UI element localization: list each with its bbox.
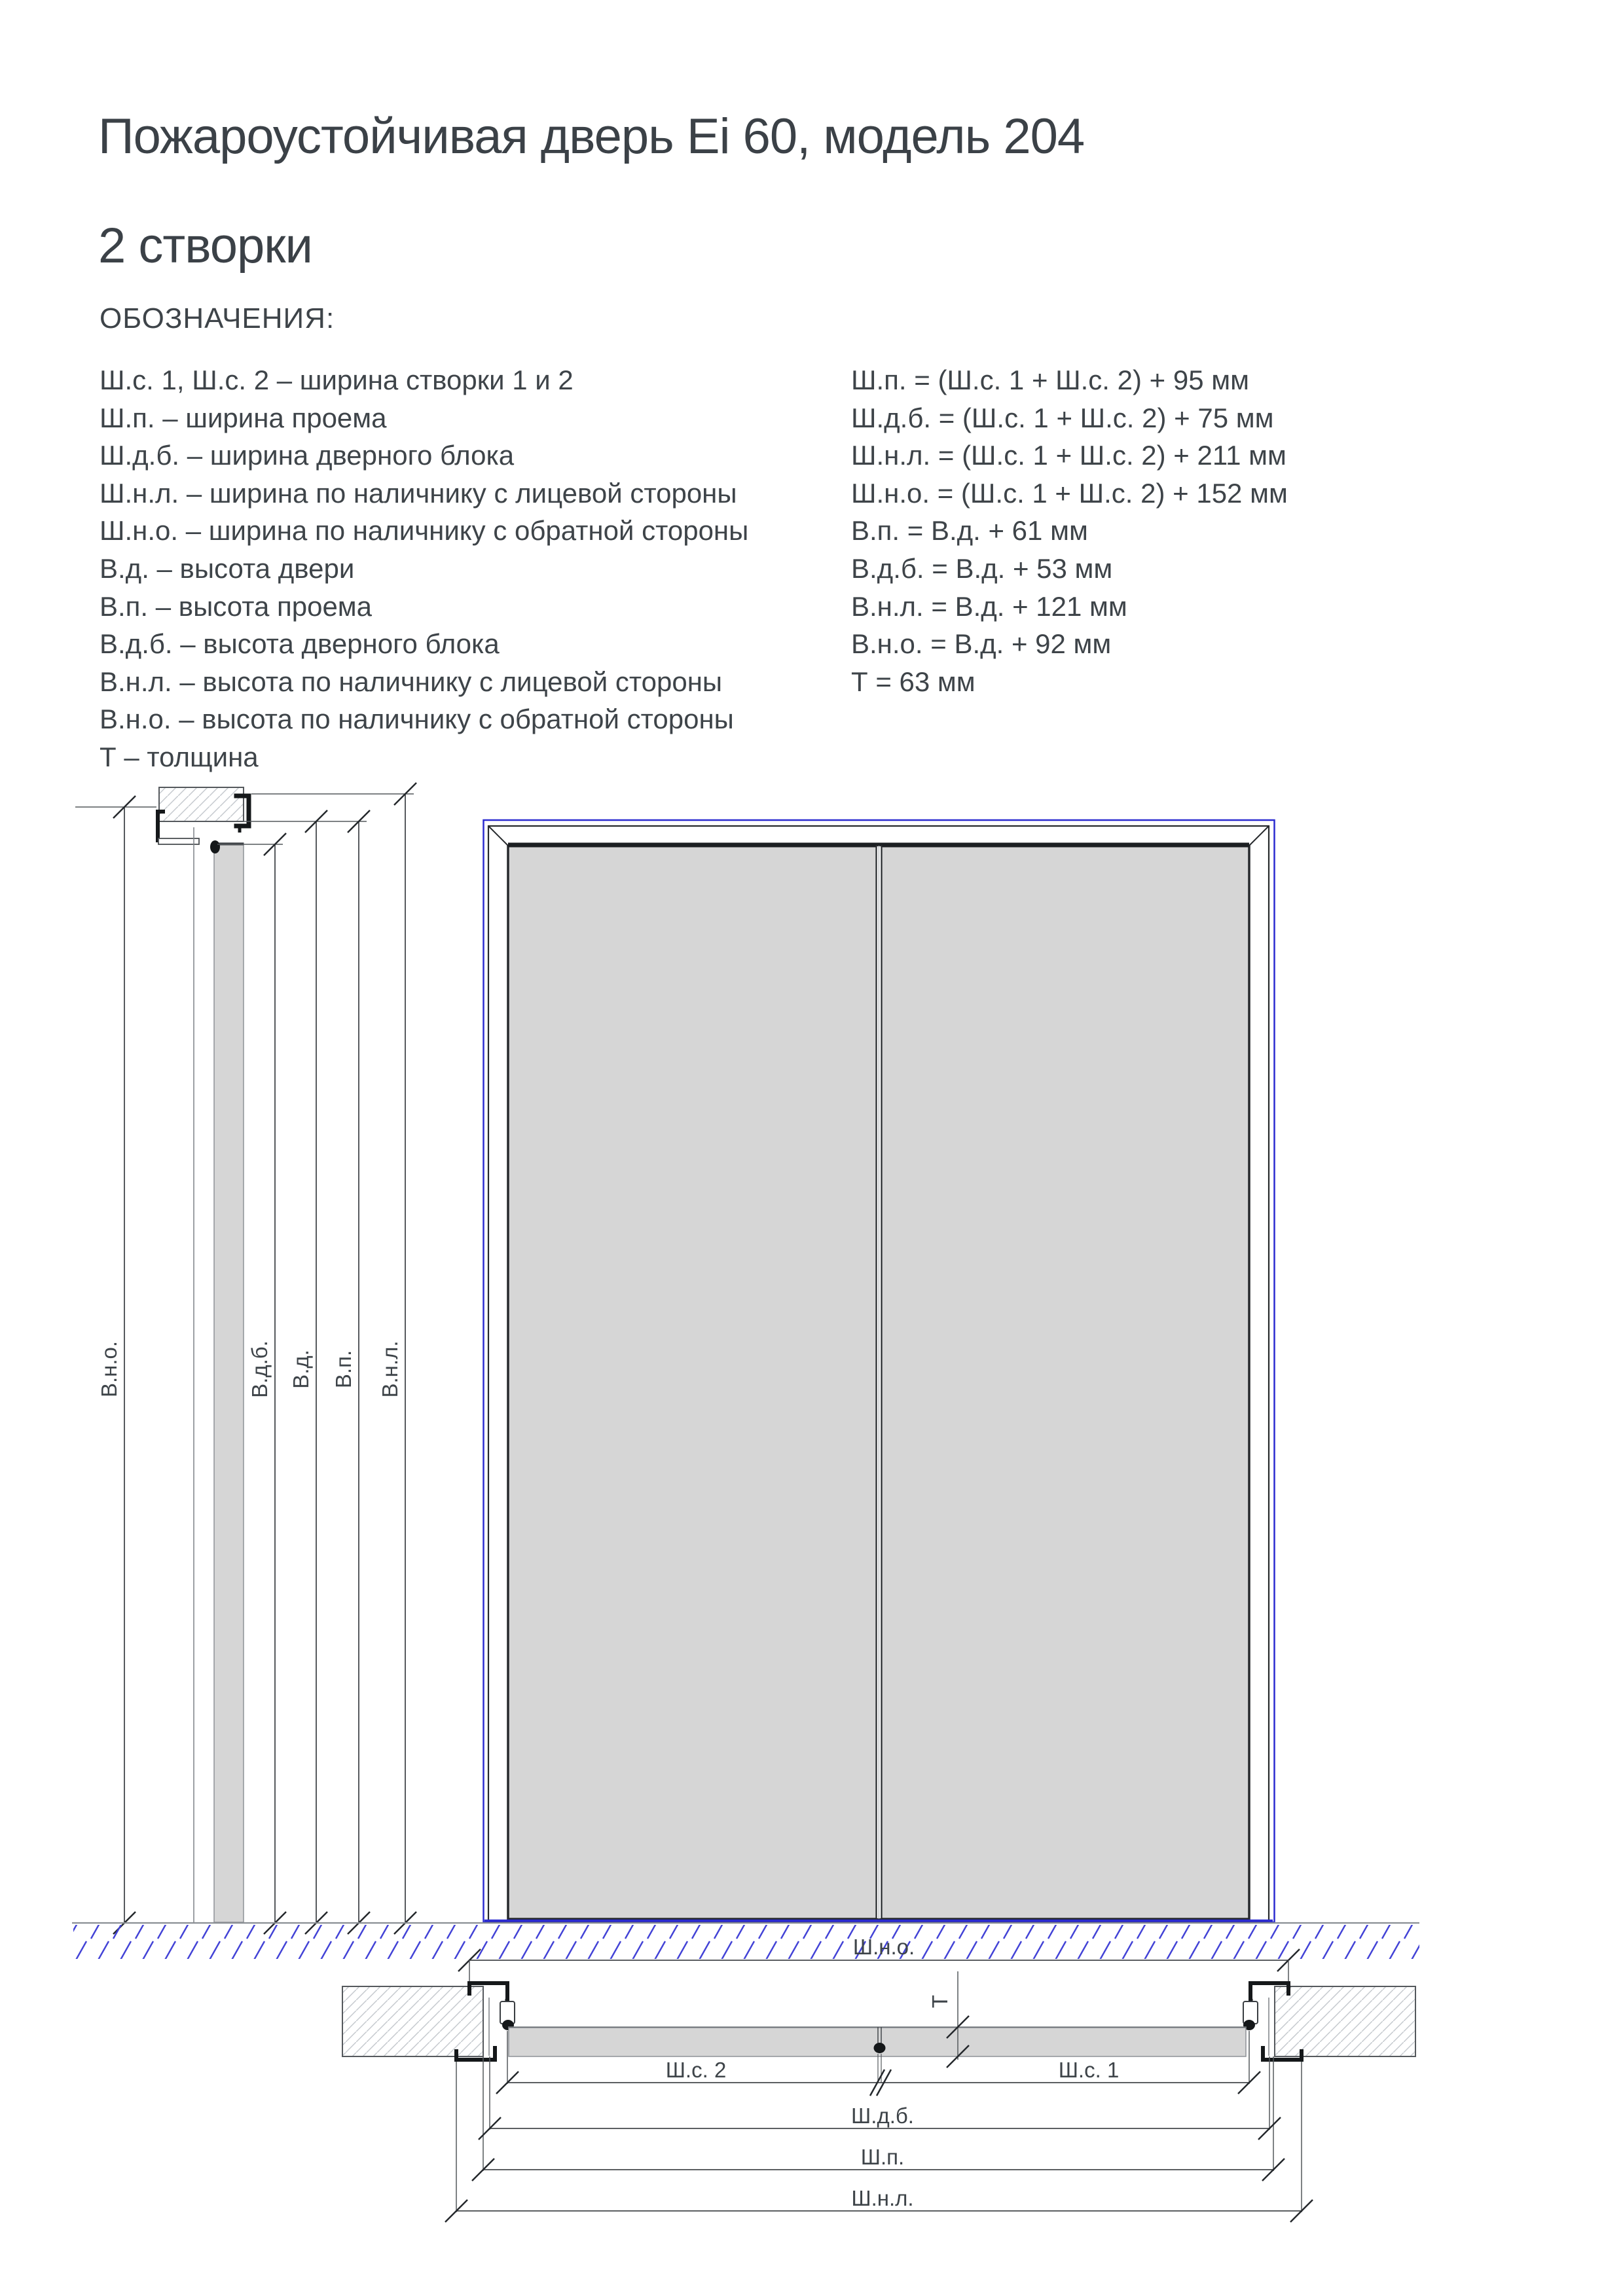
mitre-joint	[1249, 826, 1269, 846]
door-leaf-section	[214, 843, 244, 1922]
legend-item: Ш.н.л. – ширина по наличнику с лицевой стороны	[100, 477, 737, 509]
legend-item: Ш.п. – ширина проема	[100, 402, 387, 433]
mitre-joint	[488, 826, 508, 846]
dim-label-shno: Ш.н.о.	[852, 1935, 915, 1959]
dim-label-vno: В.н.о.	[97, 1340, 121, 1398]
vertical-section-view	[75, 783, 416, 1934]
dim-label-shnl: Ш.н.л.	[851, 2186, 914, 2210]
legend-formula: В.д.б. = В.д. + 53 мм	[851, 552, 1113, 584]
dim-label-vdb: В.д.б.	[247, 1340, 272, 1398]
horizontal-section-view	[342, 1935, 1415, 2222]
dim-label-shs2: Ш.с. 2	[665, 2058, 727, 2082]
dim-label-shdb: Ш.д.б.	[851, 2104, 914, 2128]
legend-item: Ш.с. 1, Ш.с. 2 – ширина створки 1 и 2	[100, 365, 574, 395]
legend-item: В.д.б. – высота дверного блока	[100, 628, 500, 660]
front-view	[484, 820, 1275, 1922]
dim-label-t: Т	[928, 1994, 952, 2009]
dim-label-shs1: Ш.с. 1	[1058, 2058, 1120, 2082]
floor-hatch	[73, 1925, 1419, 1959]
wall-plan-left	[342, 1986, 483, 2056]
legend-formula: Ш.н.л. = (Ш.с. 1 + Ш.с. 2) + 211 мм	[851, 440, 1286, 471]
seal-blob	[874, 2043, 886, 2053]
legend-item: В.п. – высота проема	[100, 590, 373, 622]
legend-formula: Ш.п. = (Ш.с. 1 + Ш.с. 2) + 95 мм	[851, 365, 1249, 395]
legend-item: В.н.о. – высота по наличнику с обратной стороны	[100, 704, 734, 735]
legend-item: Ш.д.б. – ширина дверного блока	[100, 440, 515, 471]
dim-label-vd: В.д.	[289, 1350, 313, 1389]
floor	[72, 1923, 1419, 1959]
legend-item: Т – толщина	[100, 741, 259, 772]
dim-label-vnl: В.н.л.	[378, 1340, 402, 1398]
legend-item: В.н.л. – высота по наличнику с лицевой стороны	[100, 666, 723, 697]
legend-formula: Ш.д.б. = (Ш.с. 1 + Ш.с. 2) + 75 мм	[851, 402, 1274, 433]
wall-plan-right	[1275, 1986, 1415, 2056]
legend-formula: Т = 63 мм	[851, 666, 976, 697]
casing-strip	[158, 838, 199, 844]
legend-heading: ОБОЗНАЧЕНИЯ:	[100, 302, 335, 334]
seal-blob	[210, 840, 220, 853]
legend-item: В.д. – высота двери	[100, 552, 355, 584]
legend-formula: Ш.н.о. = (Ш.с. 1 + Ш.с. 2) + 152 мм	[851, 477, 1288, 509]
page-title-line-2: 2 створки	[98, 218, 312, 274]
wall-section	[159, 787, 244, 821]
legend-formula: В.н.л. = В.д. + 121 мм	[851, 590, 1127, 622]
legend-formula: В.п. = В.д. + 61 мм	[851, 515, 1088, 547]
legend-formula: В.н.о. = В.д. + 92 мм	[851, 628, 1112, 660]
legend-item: Ш.н.о. – ширина по наличнику с обратной стороны	[100, 515, 749, 547]
page-title-line-1: Пожароустойчивая дверь Ei 60, модель 204	[98, 109, 1085, 164]
dim-label-vp: В.п.	[331, 1350, 356, 1389]
dim-label-shp: Ш.п.	[860, 2145, 905, 2169]
